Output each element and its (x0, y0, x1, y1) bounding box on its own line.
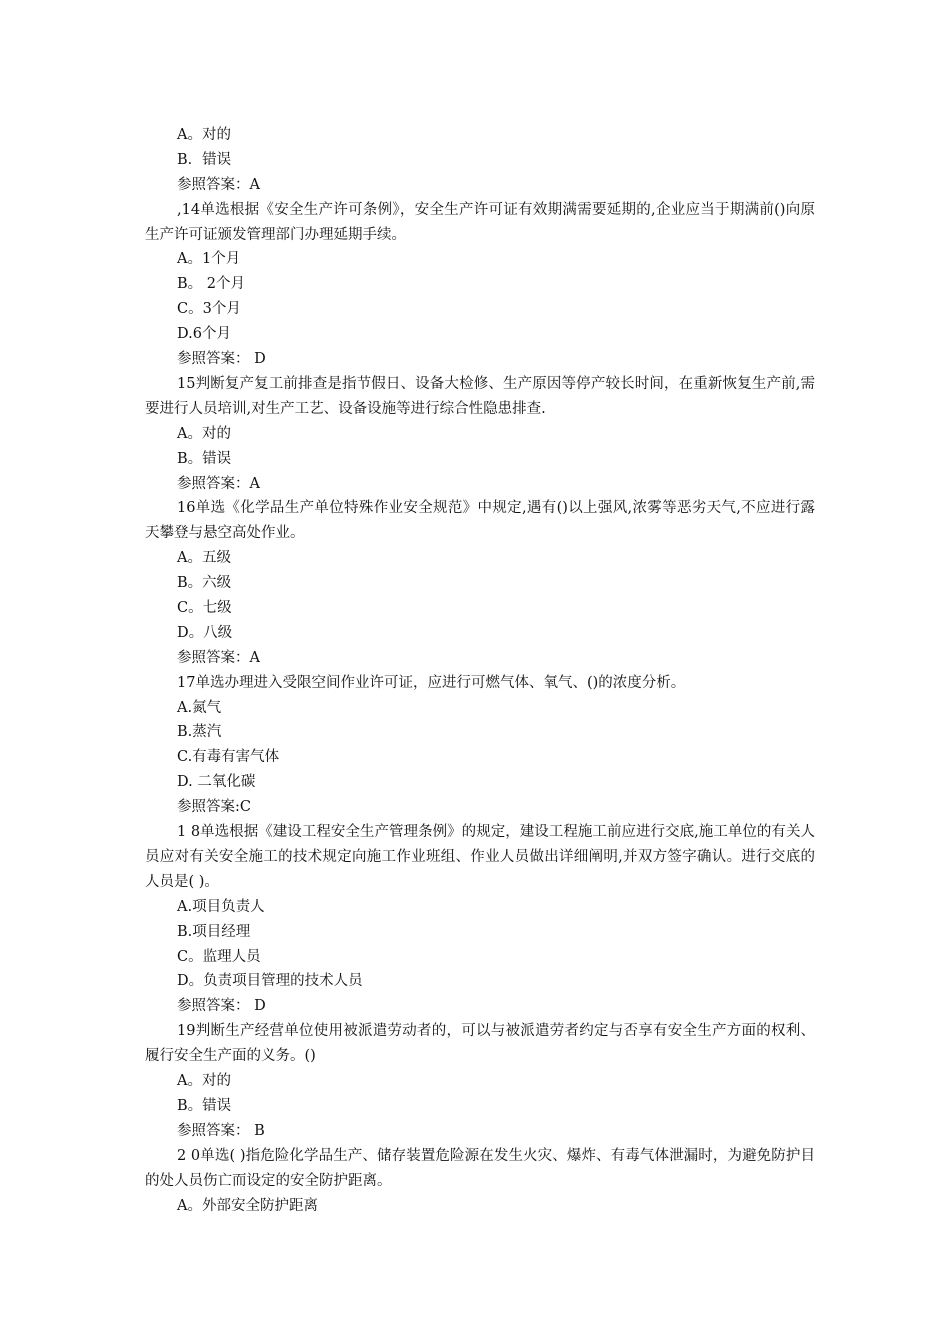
document-page (145, 123, 815, 1218)
answer-line: 参照答案： D (177, 998, 266, 1015)
option-line: D。八级 (177, 624, 233, 641)
answer-line: 参照答案：A (177, 176, 260, 193)
option-line: A.项目负责人 (177, 898, 265, 915)
question-paragraph: 15判断复产复工前排查是指节假日、设备大检修、生产原因等停产较长时间，在重新恢复生产前,需要进行人员培训,对生产工艺、设备设施等进行综合性隐患排查. (145, 375, 815, 417)
option-line: A。对的 (177, 1073, 231, 1090)
option-line: A。1个月 (177, 251, 241, 268)
question-paragraph: 17单选办理进入受限空间作业许可证，应进行可燃气体、氧气、()的浓度分析。 (177, 674, 686, 691)
option-line: D。负责项目管理的技术人员 (177, 973, 363, 990)
question-paragraph: 1 8单选根据《建设工程安全生产管理条例》的规定，建设工程施工前应进行交底,施工单位的有关人员应对有关安全施工的技术规定向施工作业班组、作业人员做出详细阐明,并双方签字确认。进行交底的人员是( )。 (145, 824, 815, 890)
option-line: B。错误 (177, 1097, 232, 1114)
answer-line: 参照答案： B (177, 1122, 265, 1139)
option-line: B。六级 (177, 575, 232, 592)
answer-line: 参照答案： D (177, 351, 266, 368)
option-line: C。监理人员 (177, 948, 261, 965)
option-line: D. 二氧化碳 (177, 774, 256, 791)
option-line: A。外部安全防护距离 (177, 1197, 318, 1214)
option-line: A。对的 (177, 425, 231, 442)
answer-line: 参照答案:C (177, 799, 251, 816)
option-line: B。 2个月 (177, 276, 245, 293)
option-line: B．错误 (177, 151, 232, 168)
option-line: C。3个月 (177, 301, 241, 318)
option-line: A。五级 (177, 550, 231, 567)
answer-line: 参照答案：A (177, 475, 260, 492)
question-paragraph: 16单选《化学品生产单位特殊作业安全规范》中规定,遇有()以上强风,浓雾等恶劣天气,不应进行露天攀登与悬空高处作业。 (145, 500, 815, 542)
option-line: D.6个月 (177, 326, 231, 343)
option-line: A.氮气 (177, 699, 222, 716)
option-line: C。七级 (177, 600, 232, 617)
answer-line: 参照答案：A (177, 649, 260, 666)
question-paragraph: 2 0单选( )指危险化学品生产、储存装置危险源在发生火灾、爆炸、有毒气体泄漏时，为避免防护目的处人员伤亡而设定的安全防护距离。 (145, 1147, 815, 1189)
question-paragraph: 19判断生产经营单位使用被派遣劳动者的，可以与被派遣劳者约定与否享有安全生产方面的权利、履行安全生产面的义务。() (145, 1023, 815, 1065)
option-line: B.项目经理 (177, 923, 251, 940)
option-line: C.有毒有害气体 (177, 749, 280, 766)
option-line: B。错误 (177, 450, 232, 467)
option-line: A。对的 (177, 127, 231, 143)
question-paragraph: ,14单选根据《安全生产许可条例》，安全生产许可证有效期满需要延期的,企业应当于期满前()向原生产许可证颁发管理部门办理延期手续。 (145, 201, 815, 243)
option-line: B.蒸汽 (177, 724, 222, 741)
